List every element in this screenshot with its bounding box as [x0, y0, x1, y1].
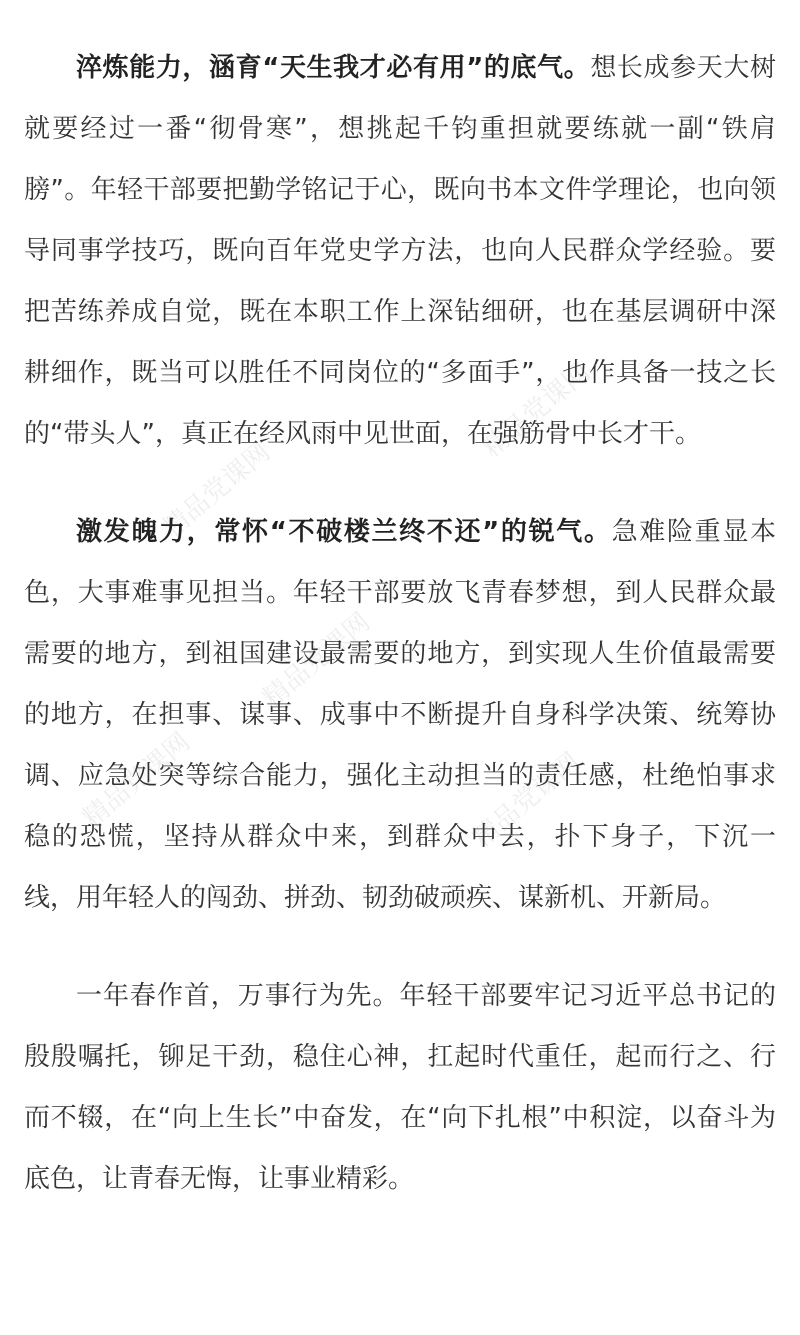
paragraph-2-lead: 激发魄力，常怀“不破楼兰终不还”的锐气。: [76, 517, 612, 547]
watermark-text-2: 精品党课网: [477, 357, 597, 464]
paragraph-1: [24, 38, 776, 465]
paragraph-2: [24, 502, 776, 929]
paragraph-3: [24, 966, 776, 1210]
paragraph-1-lead: 淬炼能力，涵育“天生我才必有用”的底气。: [76, 53, 591, 83]
paragraph-3-text: 一年春作首，万事行为先。年轻干部要牢记习近平总书记的殷殷嘱托，铆足干劲，稳住心神，扛起时代重任，起而行之、行而不辍，在“向上生长”中奋发，在“向下扎根”中积淀，以奋斗为底色，让青春无悔，让事业精彩。: [24, 981, 776, 1194]
watermark-text-4: 精品党课网: [77, 727, 197, 834]
watermark-text-3: 精品党课网: [257, 607, 377, 714]
paragraph-1-text: 想长成参天大树就要经过一番“彻骨寒”，想挑起千钧重担就要练就一副“铁肩膀”。年轻干部要把勤学铭记于心，既向书本文件学理论，也向领导同事学技巧，既向百年党史学方法，也向人民群众学经验。要把苦练养成自觉，既在本职工作上深钻细研，也在基层调研中深耕细作，既当可以胜任不同岗位的“多面手”，也作具备一技之长的“带头人”，真正在经风雨中见世面，在强筋骨中长才干。: [24, 53, 776, 449]
article-body: [24, 38, 776, 1247]
watermark-text-5: 精品党课网: [467, 747, 587, 854]
watermark-text-1: 精品党课网: [157, 437, 277, 544]
paragraph-2-text: 急难险重显本色，大事难事见担当。年轻干部要放飞青春梦想，到人民群众最需要的地方，到祖国建设最需要的地方，到实现人生价值最需要的地方，在担事、谋事、成事中不断提升自身科学决策、统筹协调、应急处突等综合能力，强化主动担当的责任感，杜绝怕事求稳的恐慌，坚持从群众中来，到群众中去，扑下身子，下沉一线，用年轻人的闯劲、拼劲、韧劲破顽疾、谋新机、开新局。: [24, 517, 776, 913]
